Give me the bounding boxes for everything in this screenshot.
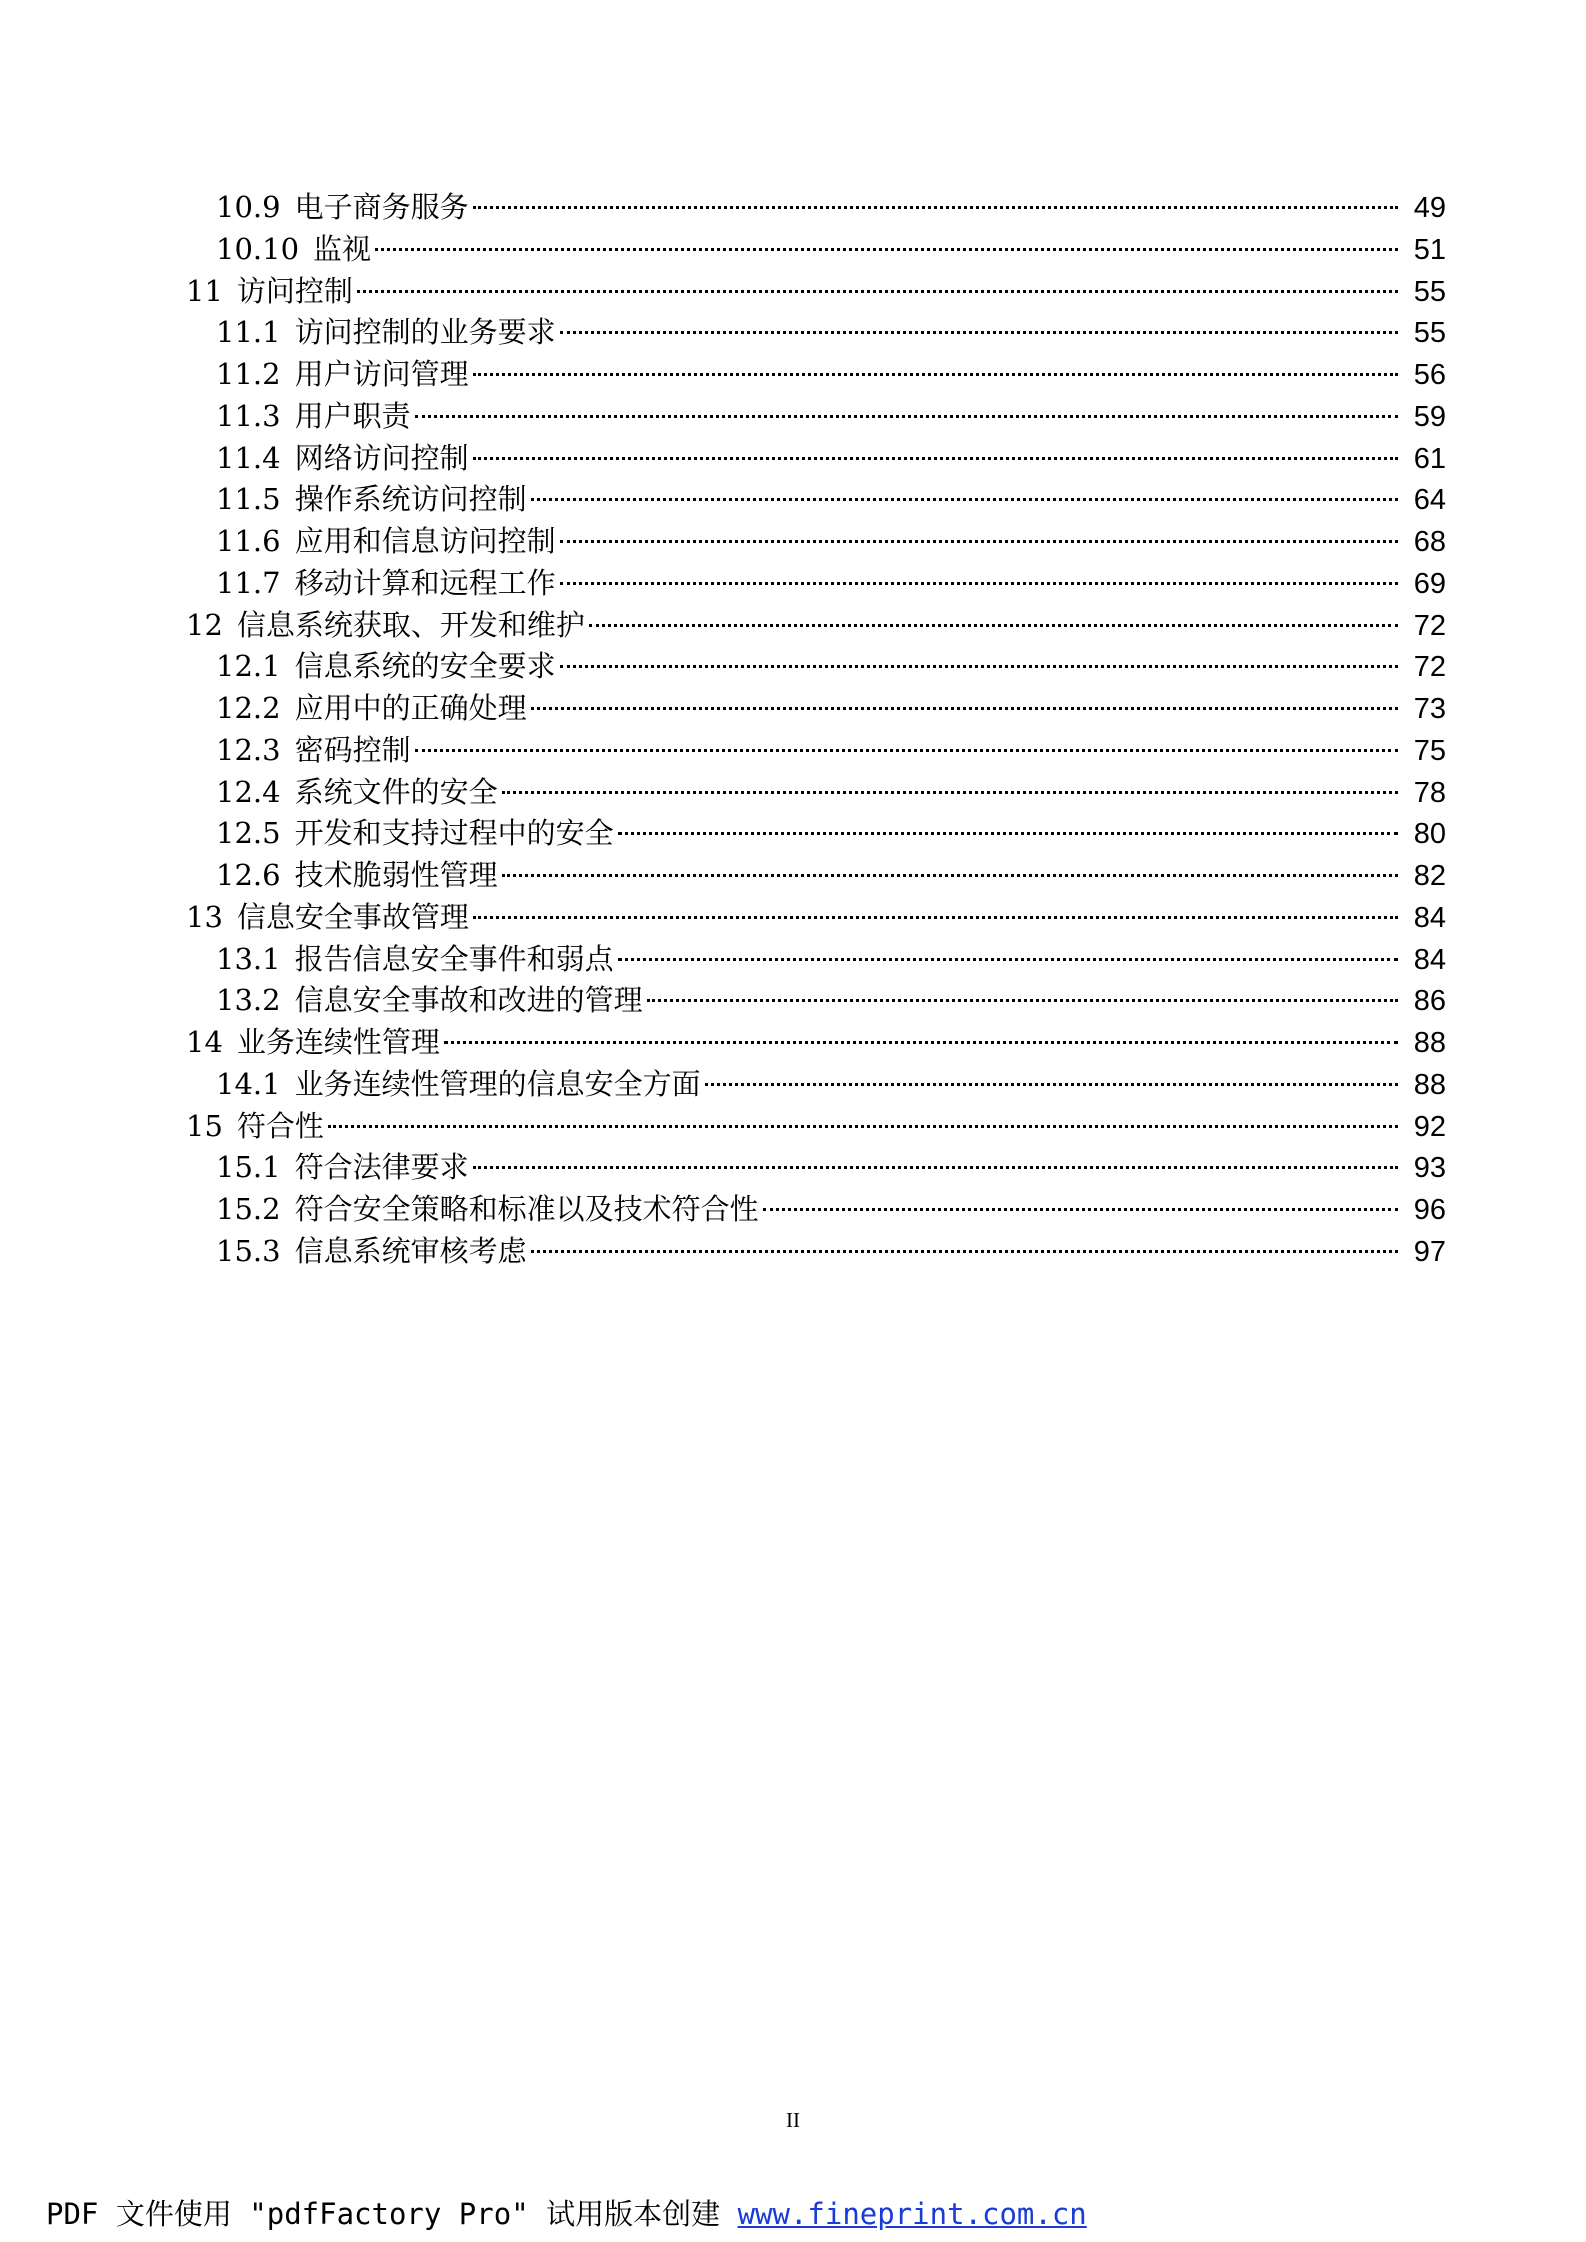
toc-entry[interactable] — [186, 980, 1446, 1022]
toc-entry-page: 59 — [1413, 400, 1446, 433]
toc-entry-page: 96 — [1413, 1194, 1446, 1226]
toc-entry-page: 86 — [1413, 985, 1446, 1018]
toc-entry[interactable] — [186, 772, 1446, 814]
toc-entry-page: 84 — [1413, 943, 1446, 976]
toc-entry-page: 72 — [1413, 651, 1446, 684]
toc-dot-leader — [618, 832, 1398, 835]
toc-entry[interactable] — [186, 563, 1446, 605]
toc-dot-leader — [473, 1166, 1398, 1169]
toc-entry-number: 10.10 — [216, 231, 300, 266]
footer — [46, 2192, 1087, 2233]
toc-entry-title: 系统文件的安全 — [294, 774, 498, 809]
toc-entry-page: 97 — [1413, 1235, 1446, 1268]
table-of-contents — [186, 187, 1446, 1273]
toc-entry-title: 符合法律要求 — [294, 1150, 469, 1185]
toc-entry-number: 12.5 — [216, 816, 281, 851]
toc-entry-page: 68 — [1413, 526, 1446, 558]
toc-entry-title: 业务连续性管理的信息安全方面 — [294, 1066, 701, 1101]
toc-entry-page: 61 — [1413, 442, 1446, 475]
toc-dot-leader — [560, 331, 1398, 334]
toc-dot-leader — [444, 1041, 1398, 1044]
toc-entry-number: 12.1 — [216, 649, 281, 684]
toc-dot-leader — [531, 498, 1398, 501]
toc-entry-title: 业务连续性管理 — [236, 1025, 440, 1059]
toc-dot-leader — [647, 999, 1398, 1002]
toc-dot-leader — [473, 373, 1398, 376]
toc-entry-number: 15.2 — [216, 1192, 281, 1226]
toc-entry-number: 15.3 — [216, 1233, 281, 1268]
toc-dot-leader — [531, 707, 1398, 710]
toc-entry-title: 符合安全策略和标准以及技术符合性 — [294, 1192, 759, 1226]
toc-entry-title: 访问控制的业务要求 — [294, 315, 556, 350]
toc-entry-title: 网络访问控制 — [294, 440, 469, 475]
toc-entry[interactable] — [186, 229, 1446, 271]
footer-link[interactable]: www.fineprint.com.cn — [737, 2197, 1087, 2231]
toc-dot-leader — [589, 624, 1398, 627]
toc-entry-page: 88 — [1413, 1068, 1446, 1101]
toc-entry-number: 12.6 — [216, 858, 281, 892]
toc-dot-leader — [473, 206, 1398, 209]
toc-entry-number: 11.3 — [216, 398, 281, 433]
toc-entry-number: 15 — [186, 1108, 223, 1143]
toc-entry-title: 移动计算和远程工作 — [294, 565, 556, 600]
toc-entry-page: 69 — [1413, 567, 1446, 600]
toc-entry-title: 开发和支持过程中的安全 — [294, 816, 614, 851]
toc-entry[interactable] — [186, 479, 1446, 521]
toc-dot-leader — [473, 916, 1398, 919]
toc-entry-title: 电子商务服务 — [294, 190, 469, 224]
toc-entry-number: 12.2 — [216, 691, 281, 725]
toc-dot-leader — [328, 1125, 1398, 1128]
toc-entry-title: 应用和信息访问控制 — [294, 524, 556, 558]
toc-entry-page: 55 — [1413, 275, 1446, 308]
toc-entry-page: 92 — [1413, 1110, 1446, 1143]
toc-entry-page: 73 — [1413, 693, 1446, 725]
toc-entry-page: 49 — [1413, 192, 1446, 224]
toc-entry-page: 51 — [1413, 233, 1446, 266]
toc-entry-number: 11.7 — [216, 565, 281, 600]
toc-dot-leader — [618, 958, 1398, 961]
toc-dot-leader — [705, 1083, 1398, 1086]
toc-entry-title: 信息安全事故管理 — [236, 899, 469, 934]
toc-entry[interactable] — [186, 939, 1446, 981]
toc-entry-number: 13.2 — [216, 983, 281, 1018]
toc-entry-page: 75 — [1413, 734, 1446, 767]
toc-entry-number: 12.3 — [216, 732, 281, 767]
toc-entry-page: 72 — [1413, 609, 1446, 642]
toc-entry[interactable] — [186, 1231, 1446, 1273]
toc-entry-title: 访问控制 — [236, 273, 353, 308]
toc-entry-title: 技术脆弱性管理 — [294, 858, 498, 892]
toc-entry[interactable] — [186, 187, 1446, 229]
toc-entry[interactable] — [186, 605, 1446, 647]
toc-entry-number: 14 — [186, 1025, 223, 1059]
toc-entry-number: 11.6 — [216, 524, 281, 558]
toc-entry-page: 93 — [1413, 1152, 1446, 1185]
toc-entry[interactable] — [186, 312, 1446, 354]
toc-dot-leader — [357, 290, 1398, 293]
toc-entry[interactable] — [186, 521, 1446, 563]
footer-text: PDF 文件使用 "pdfFactory Pro" 试用版本创建 — [46, 2197, 738, 2231]
toc-entry[interactable] — [186, 646, 1446, 688]
toc-entry-title: 符合性 — [236, 1108, 324, 1143]
toc-dot-leader — [763, 1208, 1398, 1211]
toc-entry-page: 82 — [1413, 860, 1446, 892]
toc-entry-title: 信息系统获取、开发和维护 — [236, 607, 585, 642]
toc-entry-number: 10.9 — [216, 190, 281, 224]
toc-entry[interactable] — [186, 688, 1446, 730]
toc-entry-title: 操作系统访问控制 — [294, 482, 527, 517]
toc-dot-leader — [560, 665, 1398, 668]
toc-entry-page: 56 — [1413, 359, 1446, 391]
toc-entry[interactable] — [186, 354, 1446, 396]
toc-entry-page: 55 — [1413, 317, 1446, 350]
toc-entry[interactable] — [186, 897, 1446, 939]
toc-entry-number: 14.1 — [216, 1066, 281, 1101]
toc-dot-leader — [502, 791, 1398, 794]
toc-entry-number: 11.4 — [216, 440, 281, 475]
toc-entry[interactable] — [186, 855, 1446, 897]
toc-dot-leader — [531, 1250, 1398, 1253]
toc-dot-leader — [560, 540, 1398, 543]
toc-entry-page: 78 — [1413, 776, 1446, 809]
toc-entry-page: 64 — [1413, 484, 1446, 517]
toc-entry[interactable] — [186, 1189, 1446, 1231]
toc-entry-page: 88 — [1413, 1027, 1446, 1059]
toc-dot-leader — [502, 874, 1398, 877]
toc-dot-leader — [375, 248, 1398, 251]
toc-entry-title: 信息安全事故和改进的管理 — [294, 983, 643, 1018]
toc-entry[interactable] — [186, 1022, 1446, 1064]
toc-entry-number: 13.1 — [216, 941, 281, 976]
toc-entry-number: 11.5 — [216, 482, 281, 517]
toc-entry[interactable] — [186, 1106, 1446, 1148]
toc-entry[interactable] — [186, 396, 1446, 438]
toc-entry[interactable] — [186, 438, 1446, 480]
toc-entry-number: 13 — [186, 899, 223, 934]
toc-dot-leader — [415, 749, 1398, 752]
toc-entry-number: 11.1 — [216, 315, 281, 350]
toc-dot-leader — [415, 415, 1398, 418]
toc-entry-number: 15.1 — [216, 1150, 281, 1185]
toc-entry-title: 信息系统审核考虑 — [294, 1233, 527, 1268]
toc-entry-page: 84 — [1413, 901, 1446, 934]
toc-entry-number: 11 — [186, 273, 223, 308]
toc-entry[interactable] — [186, 271, 1446, 313]
page-number: II — [786, 2108, 800, 2132]
toc-entry-title: 用户访问管理 — [294, 357, 469, 391]
toc-entry[interactable] — [186, 1147, 1446, 1189]
toc-entry[interactable] — [186, 813, 1446, 855]
toc-entry-number: 11.2 — [216, 357, 281, 391]
toc-entry[interactable] — [186, 730, 1446, 772]
toc-entry-title: 信息系统的安全要求 — [294, 649, 556, 684]
toc-entry[interactable] — [186, 1064, 1446, 1106]
toc-dot-leader — [560, 582, 1398, 585]
toc-entry-number: 12 — [186, 607, 223, 642]
toc-entry-title: 报告信息安全事件和弱点 — [294, 941, 614, 976]
toc-entry-page: 80 — [1413, 818, 1446, 851]
toc-dot-leader — [473, 457, 1398, 460]
toc-entry-title: 密码控制 — [294, 732, 411, 767]
toc-entry-title: 监视 — [313, 231, 372, 266]
toc-entry-title: 用户职责 — [294, 398, 411, 433]
toc-entry-title: 应用中的正确处理 — [294, 691, 527, 725]
toc-entry-number: 12.4 — [216, 774, 281, 809]
